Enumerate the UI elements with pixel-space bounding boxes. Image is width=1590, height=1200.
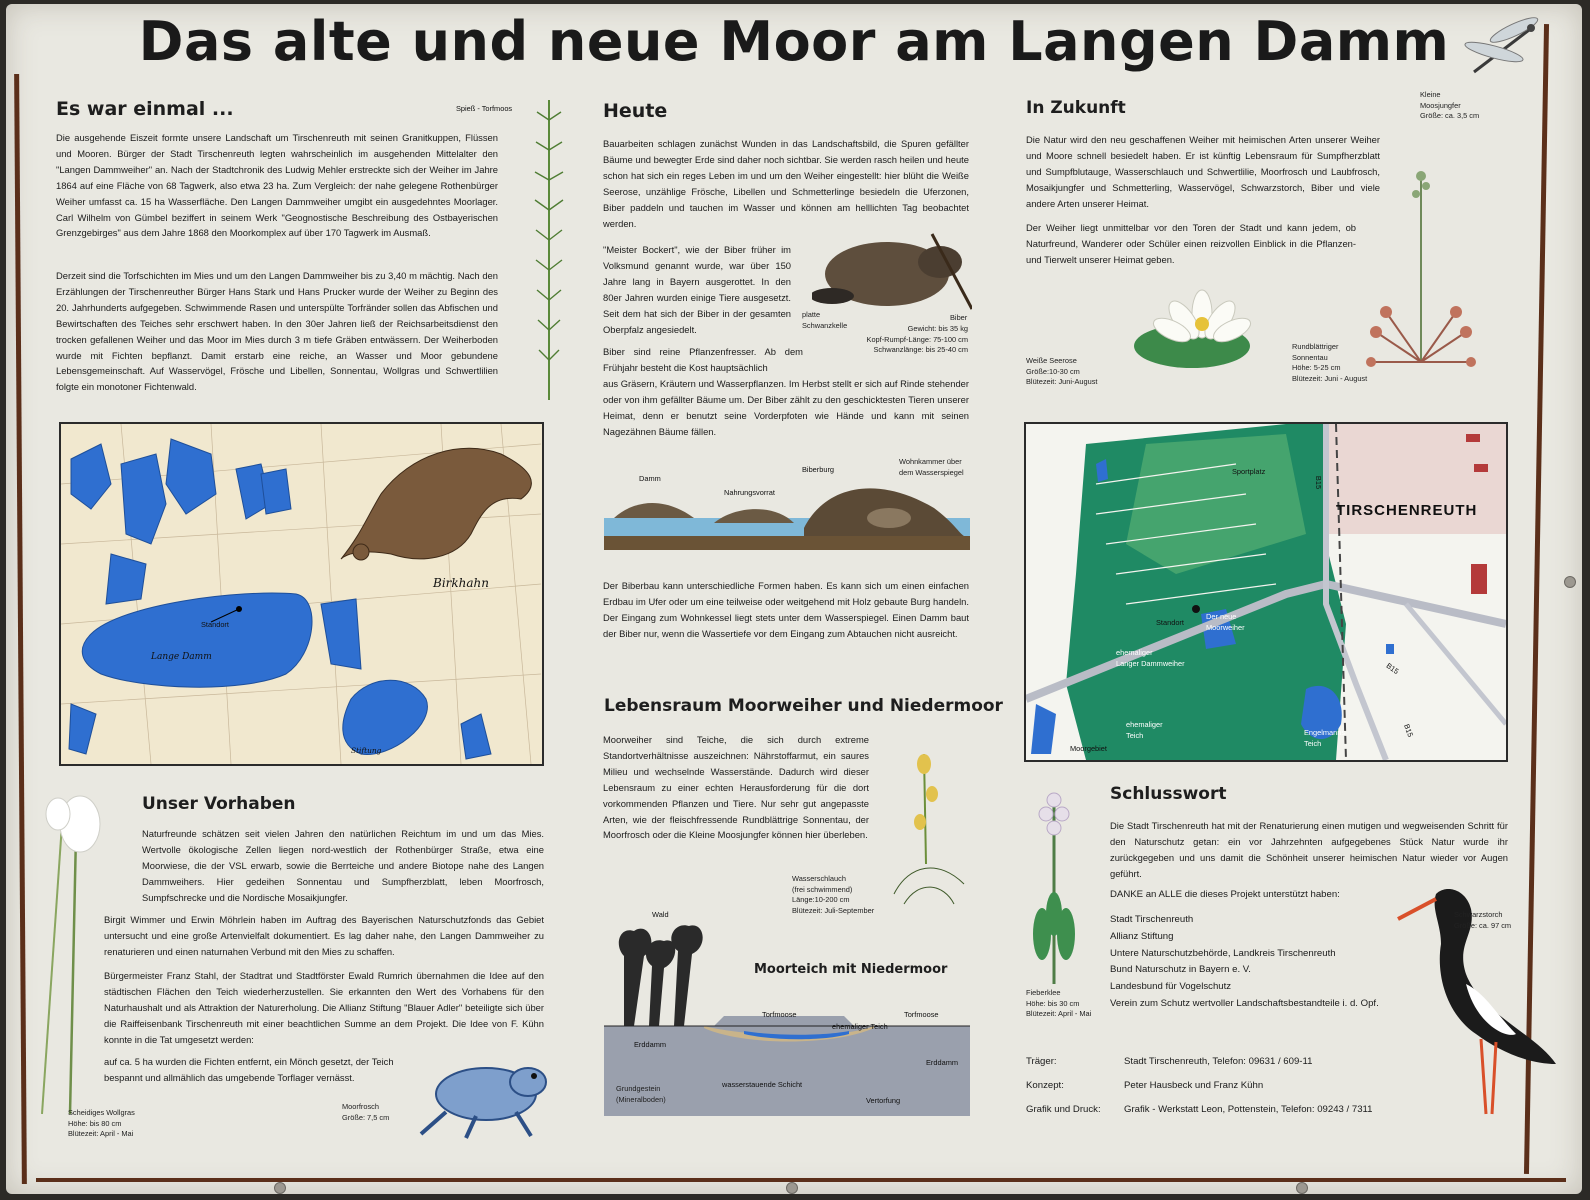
section-heading-unser-vorhaben: Unser Vorhaben xyxy=(142,794,296,814)
moosjungfer-caption: Kleine Moosjungfer Größe: ca. 3,5 cm xyxy=(1420,90,1480,120)
page-title: Das alte und neue Moor am Langen Damm xyxy=(138,10,1450,73)
schwarzstorch-caption: Schwarzstorch Größe: ca. 97 cm xyxy=(1454,910,1512,930)
moorweiher-paragraph: Moorweiher sind Teiche, die sich durch extreme Standortverhältnisse auszeichnen: Nährstoffarmut, ein saures Milieu und wechselnde Wasserstände. Dadurch wird dieser Lebensraum zu einer echten Herausforderung für die dort vorkommenden Pflanzen und Tiere. Nur sehr gut angepasste Arten, wie der fleischfressende Rundblättrige Sonnentau, der Moorfrosch oder die Kleine Moosjungfer können hier überleben. xyxy=(603,734,869,841)
list-item: Landesbund für Vogelschutz xyxy=(1110,981,1232,993)
torfmoos-plant-illustration xyxy=(532,100,566,400)
bolt-icon xyxy=(1296,1182,1308,1194)
beaver-tail-caption: platte Schwanzkelle xyxy=(802,310,848,330)
list-item: Verein zum Schutz wertvoller Landschaftsbestandteile i. d. Opf. xyxy=(1110,997,1379,1009)
imprint-value: Peter Hausbeck und Franz Kühn xyxy=(1124,1080,1264,1091)
beaver-illustration xyxy=(812,224,972,314)
bolt-icon xyxy=(274,1182,286,1194)
beaver-lodge-diagram xyxy=(604,478,970,558)
spiess-torfmoos-caption: Spieß - Torfmoos xyxy=(456,104,513,113)
weiher-lage-paragraph: Der Weiher liegt unmittelbar vor den Toren der Stadt und kann jedem, ob Naturfreund, Wanderer oder Schüler einen reizvollen Einblick in die Pflanzen- und Tierwelt unserer Heimat geben. xyxy=(1026,222,1356,265)
historic-map xyxy=(59,422,544,766)
bolt-icon xyxy=(1564,576,1576,588)
zukunft-paragraph: Die Natur wird den neu geschaffenen Weiher mit heimischen Arten unserer Weiher und Moore schnell besiedelt haben. Er ist künftig Lebensraum für Sumpfherzblatt und Sumpfblutauge, Wasserschlauch und Schwertlilie, Moorfrosch und Laubfrosch, Mosaikjungfer und Schmetterling, Wasservögel, Schwarzstorch, Biber und viele andere Arten unserer Heimat. xyxy=(1026,134,1380,209)
vorhaben-paragraph-3: Bürgermeister Franz Stahl, der Stadtrat und Stadtförster Ewald Rumrich übernahmen die Idee auf den städtischen Flächen den Teich wiederherzustellen. Sie erkannten den Wert des Vorhabens für den Naturhaushalt und als Attraktion der Naturerholung. Die Allianz Stiftung "Blauer Adler" beteiligte sich über die Raiffeisenbank Tirschenreuth mit einer beachtlichen Summe an dem Projekt. Die Idee von F. Kühn konnte in die Tat umgesetzt werden: xyxy=(104,970,544,1045)
fieberklee-caption: Fieberklee Höhe: bis 30 cm Blütezeit: April - Mai xyxy=(1026,988,1092,1018)
beaver-name-caption: Biber xyxy=(950,313,968,322)
old-map-stiftung-label: Stiftung xyxy=(351,746,382,755)
danke-line: DANKE an ALLE die dieses Projekt unterstützt haben: xyxy=(1110,889,1340,900)
biberbau-paragraph: Der Biberbau kann unterschiedliche Formen haben. Es kann sich um einen einfachen Erdbau im Ufer oder um eine teilweise oder weitgehend mit Holz gebaute Burg handeln. Der Eingang zum Wohnkessel liegt stets unter dem Wasserspiegel. Einen Damm baut der Biber nur, wenn die Wassertiefe vor dem Eingang zum Abtauchen nicht ausreicht. xyxy=(603,580,969,639)
sonnentau-illustration xyxy=(1366,162,1476,402)
section-grundgestein-label: Grundgestein (Mineralboden) xyxy=(616,1084,666,1104)
schwarzstorch-illustration xyxy=(1396,864,1566,1124)
map-b15-label: B15 xyxy=(1402,722,1416,739)
section-heading-schlusswort: Schlusswort xyxy=(1110,784,1227,804)
meister-bockert-paragraph: "Meister Bockert", wie der Biber früher im Volksmund genannt wurde, war über 150 Jahre lang in Bayern ausgerottet. In den 80er Jahren wurden einige Tiere ausgesetzt. Seit dem hat sich der Biber in der gesamten Oberpfalz angesiedelt. xyxy=(603,244,791,335)
section-schicht-label: wasserstauende Schicht xyxy=(722,1080,803,1089)
list-item: Stadt Tirschenreuth xyxy=(1110,914,1194,925)
sonnentau-caption: Rundblättriger Sonnentau Höhe: 5-25 cm Blütezeit: Juni - August xyxy=(1292,342,1368,383)
map-b15-label: B15 xyxy=(1384,661,1401,676)
section-wald-label: Wald xyxy=(652,910,669,919)
imprint-value: Grafik - Werkstatt Leon, Pottenstein, Telefon: 09243 / 7311 xyxy=(1124,1104,1373,1115)
section-heading-in-zukunft: In Zukunft xyxy=(1026,98,1126,118)
frame-bottom xyxy=(36,1178,1566,1182)
lodge-vorrat-label: Nahrungsvorrat xyxy=(724,488,775,497)
section-erddamm-right: Erddamm xyxy=(926,1058,959,1067)
map-standort-label: Standort xyxy=(1156,618,1184,627)
list-item: Bund Naturschutz in Bayern e. V. xyxy=(1110,964,1251,976)
imprint-label: Grafik und Druck: xyxy=(1026,1104,1101,1115)
wasserschlauch-caption: Wasserschlauch (frei schwimmend) Länge:10-200 cm Blütezeit: Juli-September xyxy=(792,874,875,915)
intro-paragraph: Die ausgehende Eiszeit formte unsere Landschaft um Tirschenreuth mit seinen Granitkuppen, Flüssen und Mooren. Bürger der Stadt Tirschenreuth legten wahrscheinlich im ausgehenden Mittelalter den "Langen Dammweiher" an. Nach der Stadtchronik des Ludwig Mehler erstreckte sich der Weiher im Jahre 1864 auf eine Fläche von 68 Tagwerk, also etwa 23 ha. Zum Vergleich: der nahe gelegene Rothenbürger Weiher umfasst ca. 15 ha Wasserfläche. Den Langen Dammweiher umgibt ein ausgedehntes Moorlager. Carl Wilhelm von Gümbel beziffert in seinem Werk "Geognostische Beschreibung des Ostbayerischen Grenzgebirges" aus dem Jahre 1868 den Moorkomplex auf über 170 Tagwerk im Ausmaß. xyxy=(56,132,498,239)
map-neuer-weiher-label: Der neue Moorweiher xyxy=(1206,612,1245,632)
section-torfmoose-left: Torfmoose xyxy=(762,1010,797,1019)
section-erddamm-left: Erddamm xyxy=(634,1040,667,1049)
map-ehem-teich-label: ehemaliger Teich xyxy=(1126,720,1163,740)
moorfrosch-illustration xyxy=(416,1044,551,1139)
lodge-kammer-label: Wohnkammer über dem Wasserspiegel xyxy=(899,457,964,477)
seerose-caption: Weiße Seerose Größe:10-30 cm Blütezeit: Juni-August xyxy=(1026,356,1098,386)
old-map-lange-damm-label: Lange Damm xyxy=(151,652,212,662)
list-item: Allianz Stiftung xyxy=(1110,930,1174,942)
schlusswort-paragraph: Die Stadt Tirschenreuth hat mit der Renaturierung einen mutigen und wegweisenden Schritt für den Naturschutz getan: ein vor Jahrzehnten aufgegebenes Stück Natur wurde ihr zurückgegeben und uns damit die Schönheit unserer heimischen Natur wieder vor Augen geführt. xyxy=(1110,820,1508,879)
beaver-data-caption: Gewicht: bis 35 kg Kopf-Rumpf-Länge: 75-100 cm Schwanzlänge: bis 25-40 cm xyxy=(866,324,968,354)
water-lily-illustration xyxy=(1132,266,1272,376)
list-item: Untere Naturschutzbehörde, Landkreis Tirschenreuth xyxy=(1110,947,1336,959)
bolt-icon xyxy=(786,1182,798,1194)
map-ehem-dammweiher-label: ehemaliger Langer Dammweiher xyxy=(1116,648,1185,668)
wasserschlauch-illustration xyxy=(884,744,974,914)
map-moorgebiet-label: Moorgebiet xyxy=(1070,744,1107,753)
section-heading-es-war-einmal: Es war einmal ... xyxy=(56,98,234,120)
site-map-drawing xyxy=(1026,424,1506,760)
moorfrosch-caption: Moorfrosch Größe: 7,5 cm xyxy=(342,1102,390,1122)
historic-map-drawing xyxy=(61,424,542,764)
lodge-burg-label: Biberburg xyxy=(802,465,835,474)
old-map-birkhahn-label: Birkhahn xyxy=(433,576,490,590)
imprint-value: Stadt Tirschenreuth, Telefon: 09631 / 609-11 xyxy=(1124,1056,1313,1067)
lodge-damm-label: Damm xyxy=(639,474,661,483)
map-sportplatz-label: Sportplatz xyxy=(1232,467,1266,476)
section-heading-lebensraum: Lebensraum Moorweiher und Niedermoor xyxy=(604,696,1003,716)
imprint-label: Träger: xyxy=(1026,1056,1057,1067)
history-paragraph: Derzeit sind die Torfschichten im Mies und um den Langen Dammweiher bis zu 3,40 m mächtig. Nach den Erzählungen der Tirschenreuther Bürger Hans Stark und Hans Prucker wurde der Weiher zu Beginn des 20. Jahrhunderts aufgegeben. Schwimmende Rasen und unterspülte Torfränder sollen das Abfischen und Bewirtschaften des Teiches sehr erschwert haben. In den 30er Jahren ließ der Reichsarbeitsdienst den trocken gefallenen Weiher und das Moor im Mies durch 3 m tiefe Gräben entwässern. Der Weiherboden wurde mit Fichten bepflanzt. Damit erstarb eine reiche, an Wasser und Moor gebundene Lebensgemeinschaft. Auf Wasservögel, Frösche und Libellen, Sonnentau, Wollgras und Schwertlilien folgte ein monotoner Fichtenwald. xyxy=(56,270,498,393)
fieberklee-illustration xyxy=(1024,784,1084,984)
section-vertorfung-label: Vertorfung xyxy=(866,1096,901,1105)
old-map-standort-label: Standort xyxy=(201,620,229,629)
frame-left xyxy=(14,74,27,1184)
beaver-food-paragraph-a: Biber sind reine Pflanzenfresser. Ab dem Frühjahr besteht die Kost hauptsächlich xyxy=(603,346,803,373)
vorhaben-paragraph-1: Naturfreunde schätzen seit vielen Jahren den natürlichen Reichtum im und um das Mies. Wertvolle ökologische Zellen liegen nord-westlich der Rothenbürger Straße, etwa eine Moorwiese, die der VSL erwarb, sowie die Berrteiche und andere Biotope nahe des Langen Dammweihers. Hier gedeihen Sonnentau und Sumpfherzblatt, leben Moorfrosch, Sumpfschrecke und die Nordische Mosaikjungfer. xyxy=(142,828,544,903)
beaver-food-paragraph-b: aus Gräsern, Kräutern und Wasserpflanzen. Im Herbst stellt er sich auf Rinde stehender oder von ihm gefällter Bäume um. Der Biber zählt zu den geschicktesten Tieren unserer Heimat, denn er benutzt seine Vorderpfoten wie Hände und kann mit seinen Nagezähnen Bäume fällen. xyxy=(603,378,969,437)
map-engelmanns-label: Engelmanns Teich xyxy=(1304,728,1346,748)
map-city-label: TIRSCHENREUTH xyxy=(1336,502,1478,519)
section-heading-heute: Heute xyxy=(603,100,668,122)
dragonfly-icon xyxy=(1454,12,1554,82)
section-torfmoose-right: Torfmoose xyxy=(904,1010,939,1019)
section-diagram-title: Moorteich mit Niedermoor xyxy=(754,962,948,977)
wollgras-caption: Scheidiges Wollgras Höhe: bis 80 cm Blütezeit: April - Mai xyxy=(68,1108,135,1138)
section-teich-label: ehemaliger Teich xyxy=(832,1022,888,1031)
map-b15-label: B15 xyxy=(1314,475,1324,490)
sponsor-list xyxy=(1110,912,1379,1013)
heute-paragraph: Bauarbeiten schlagen zunächst Wunden in das Landschaftsbild, die Spuren gefällter Bäume und bewegter Erde sind daher noch sichtbar. Sie werden rasch heilen und heute schon hat sich ein reges Leben im und um den Weiher eingestellt: hier blüht die Weiße Seerose, unzählige Frösche, Libellen und Schmetterlinge besiedeln die Uferzonen, Biber paddeln und tauchen im Wasser und können am helllichten Tag beobachtet werden. xyxy=(603,138,969,229)
vorhaben-paragraph-4: auf ca. 5 ha wurden die Fichten entfernt, ein Mönch gesetzt, der Teich bespannt und allmählich das umgebende Torflager vernässt. xyxy=(104,1056,394,1083)
site-map xyxy=(1024,422,1508,762)
info-board xyxy=(6,4,1582,1194)
imprint-label: Konzept: xyxy=(1026,1080,1064,1091)
vorhaben-paragraph-2: Birgit Wimmer und Erwin Möhrlein haben im Auftrag des Bayerischen Naturschutzfonds das Gebiet untersucht und eine große Artenvielfalt dokumentiert. Es lag daher nahe, den Langen Dammweiher zu renaturieren und einen naturnahen Verbund mit den Mies zu schaffen. xyxy=(104,914,544,957)
